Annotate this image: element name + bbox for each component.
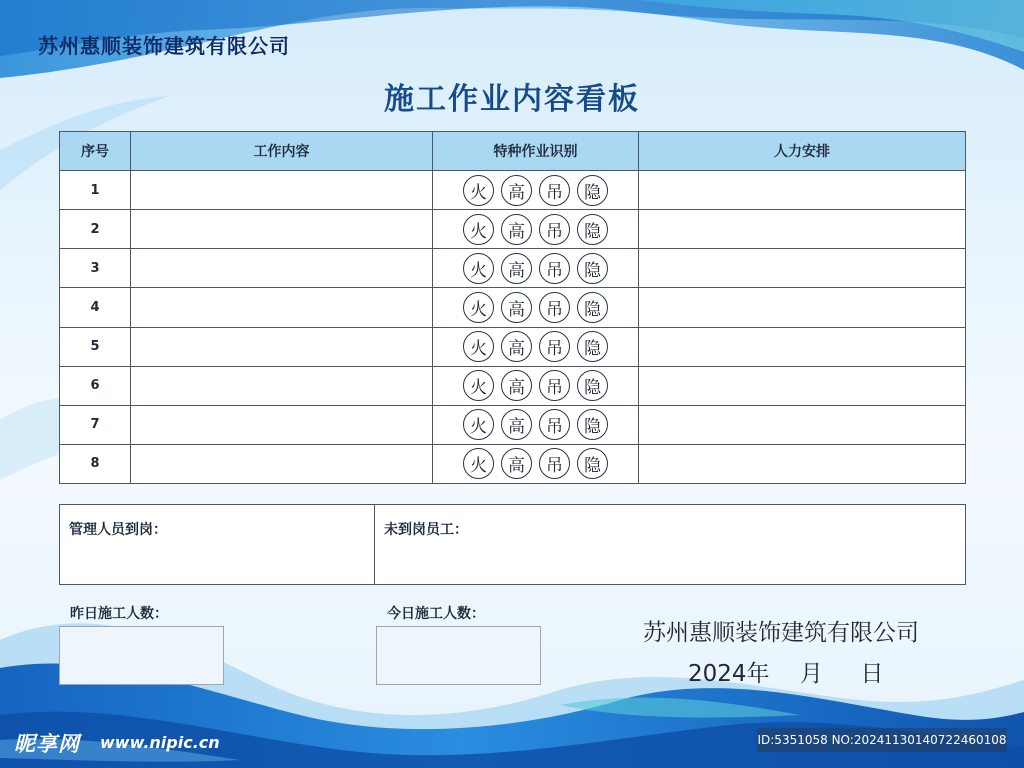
staffing-cell[interactable] — [639, 327, 966, 366]
board-title: 施工作业内容看板 — [384, 82, 640, 117]
row-number: 2 — [60, 210, 131, 249]
hoist-work-badge[interactable]: 吊 — [539, 214, 570, 245]
date-line: 2024年 月 日 — [688, 661, 884, 687]
company-name-header: 苏州惠顺装饰建筑有限公司 — [38, 34, 290, 58]
height-work-badge[interactable]: 高 — [501, 409, 532, 440]
column-header-no: 序号 — [60, 132, 131, 171]
concealed-work-badge[interactable]: 隐 — [577, 214, 608, 245]
height-work-badge[interactable]: 高 — [501, 253, 532, 284]
work-content-cell[interactable] — [131, 444, 433, 483]
special-work-badges — [433, 214, 638, 245]
hoist-work-badge[interactable]: 吊 — [539, 370, 570, 401]
staffing-cell[interactable] — [639, 444, 966, 483]
hoist-work-badge[interactable]: 吊 — [539, 331, 570, 362]
hoist-work-badge[interactable]: 吊 — [539, 253, 570, 284]
task-table-body — [60, 171, 966, 484]
today-count-label: 今日施工人数： — [387, 606, 485, 622]
special-work-badges — [433, 448, 638, 479]
special-work-cell — [433, 405, 639, 444]
special-work-badges — [433, 292, 638, 323]
row-number: 7 — [60, 405, 131, 444]
watermark-logo: 昵享网 — [14, 732, 80, 756]
table-row — [60, 288, 966, 327]
staffing-cell[interactable] — [639, 210, 966, 249]
staffing-cell[interactable] — [639, 405, 966, 444]
height-work-badge[interactable]: 高 — [501, 214, 532, 245]
absent-staff-cell[interactable] — [375, 505, 965, 584]
row-number: 8 — [60, 444, 131, 483]
height-work-badge[interactable]: 高 — [501, 370, 532, 401]
staff-attendance-box — [59, 504, 966, 585]
special-work-cell — [433, 327, 639, 366]
concealed-work-badge[interactable]: 隐 — [577, 448, 608, 479]
concealed-work-badge[interactable]: 隐 — [577, 370, 608, 401]
staffing-cell[interactable] — [639, 288, 966, 327]
fire-work-badge[interactable]: 火 — [463, 175, 494, 206]
table-row — [60, 210, 966, 249]
fire-work-badge[interactable]: 火 — [463, 370, 494, 401]
managers-present-label: 管理人员到岗： — [69, 522, 167, 538]
work-content-cell[interactable] — [131, 366, 433, 405]
hoist-work-badge[interactable]: 吊 — [539, 448, 570, 479]
fire-work-badge[interactable]: 火 — [463, 331, 494, 362]
height-work-badge[interactable]: 高 — [501, 331, 532, 362]
watermark-id: ID:5351058 NO:20241130140722460108 — [757, 728, 1007, 752]
work-content-cell[interactable] — [131, 210, 433, 249]
row-number: 5 — [60, 327, 131, 366]
special-work-cell — [433, 366, 639, 405]
work-content-cell[interactable] — [131, 171, 433, 210]
special-work-badges — [433, 331, 638, 362]
fire-work-badge[interactable]: 火 — [463, 409, 494, 440]
concealed-work-badge[interactable]: 隐 — [577, 331, 608, 362]
special-work-badges — [433, 409, 638, 440]
work-content-cell[interactable] — [131, 288, 433, 327]
absent-staff-label: 未到岗员工： — [384, 522, 468, 538]
special-work-cell — [433, 210, 639, 249]
table-row — [60, 327, 966, 366]
row-number: 6 — [60, 366, 131, 405]
table-row — [60, 405, 966, 444]
yesterday-count-box[interactable] — [59, 626, 224, 685]
staffing-cell[interactable] — [639, 171, 966, 210]
height-work-badge[interactable]: 高 — [501, 175, 532, 206]
special-work-cell — [433, 444, 639, 483]
column-header-staffing: 人力安排 — [639, 132, 966, 171]
work-content-cell[interactable] — [131, 327, 433, 366]
special-work-badges — [433, 253, 638, 284]
table-row — [60, 171, 966, 210]
special-work-badges — [433, 370, 638, 401]
today-count-box[interactable] — [376, 626, 541, 685]
column-header-content: 工作内容 — [131, 132, 433, 171]
special-work-cell — [433, 249, 639, 288]
table-row — [60, 444, 966, 483]
work-content-cell[interactable] — [131, 249, 433, 288]
hoist-work-badge[interactable]: 吊 — [539, 409, 570, 440]
row-number: 1 — [60, 171, 131, 210]
concealed-work-badge[interactable]: 隐 — [577, 253, 608, 284]
watermark-url: www.nipic.cn — [100, 733, 220, 752]
yesterday-count-label: 昨日施工人数： — [70, 606, 168, 622]
concealed-work-badge[interactable]: 隐 — [577, 409, 608, 440]
column-header-special-work: 特种作业识别 — [433, 132, 639, 171]
special-work-badges — [433, 175, 638, 206]
fire-work-badge[interactable]: 火 — [463, 292, 494, 323]
fire-work-badge[interactable]: 火 — [463, 214, 494, 245]
table-row — [60, 366, 966, 405]
special-work-cell — [433, 288, 639, 327]
work-content-cell[interactable] — [131, 405, 433, 444]
fire-work-badge[interactable]: 火 — [463, 253, 494, 284]
height-work-badge[interactable]: 高 — [501, 448, 532, 479]
row-number: 4 — [60, 288, 131, 327]
special-work-cell — [433, 171, 639, 210]
managers-present-cell[interactable] — [60, 505, 375, 584]
table-row — [60, 249, 966, 288]
hoist-work-badge[interactable]: 吊 — [539, 292, 570, 323]
fire-work-badge[interactable]: 火 — [463, 448, 494, 479]
concealed-work-badge[interactable]: 隐 — [577, 175, 608, 206]
height-work-badge[interactable]: 高 — [501, 292, 532, 323]
company-signature: 苏州惠顺装饰建筑有限公司 — [643, 620, 919, 646]
table-header-row — [60, 132, 966, 171]
staffing-cell[interactable] — [639, 249, 966, 288]
staffing-cell[interactable] — [639, 366, 966, 405]
task-table — [59, 131, 966, 484]
concealed-work-badge[interactable]: 隐 — [577, 292, 608, 323]
row-number: 3 — [60, 249, 131, 288]
hoist-work-badge[interactable]: 吊 — [539, 175, 570, 206]
